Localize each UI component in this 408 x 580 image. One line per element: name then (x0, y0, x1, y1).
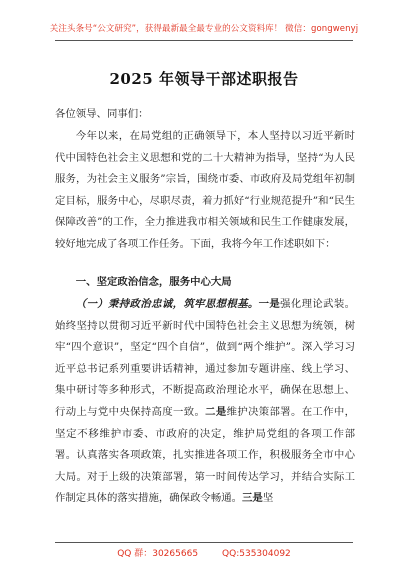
footer-contact (0, 546, 408, 559)
footer-qq-group: QQ 群：30265665 (117, 549, 199, 559)
point-text-3: 坚 (262, 492, 274, 505)
header-divider (55, 40, 353, 41)
point-lead-1: 一是 (258, 298, 281, 310)
document-title: 2025 年领导干部述职报告 (109, 70, 299, 88)
footer-divider (55, 542, 353, 543)
point-lead-2: 二是 (205, 405, 227, 418)
point-lead-3: 三是 (242, 492, 263, 505)
point-text-1: 强化理论武装。始终坚持以贯彻习近平新时代中国特色社会主义思想为统领，树牢“四个意识”，坚定“四个自信”，做到“两个维护”。深入学习习近平总书记系列重要讲话精神，通过参加专题讲座、线上学习、集中研讨等多种形式，不断提高政治理论水平，确保在思想上、行动上与党中央保持高度一致。 (55, 298, 356, 418)
intro-paragraph: 今年以来，在局党组的正确领导下，本人坚持以习近平新时代中国特色社会主义思想和党的二十大精神为指导，坚持“为人民服务，为社会主义服务”宗旨，围绕市委、市政府及局党组年初制定目标，服务中心，尽职尽责，着力抓好“行业规范提升”和“民生保障改善”的工作，全力推进我市相关领域和民生工作健康发展，较好地完成了各项工作任务。下面，我将今年工作述职如下： (55, 130, 355, 250)
point-text-2: 维护决策部署。在工作中，坚定不移维护市委、市政府的决定，维护局党组的各项工作部署。认真落实各项政策，扎实推进各项工作，积极服务全市中心大局。对于上级的决策部署，第一时间传达学习，并结合实际工作制定具体的落实措施，确保政令畅通。 (55, 405, 356, 505)
sub-heading-1: （一）秉持政治忠诚，筑牢思想根基。 (75, 298, 259, 310)
header-promo-text: 关注头条号“公文研究”，获得最新最全最专业的公文资料库！ 微信：gongwenyj (49, 24, 359, 34)
salutation: 各位领导、同事们： (55, 108, 149, 120)
sub-section-paragraph (55, 294, 355, 510)
footer-qq: QQ:535304092 (222, 549, 291, 559)
section-heading-1: 一、坚定政治信念，服务中心大局 (75, 276, 232, 288)
